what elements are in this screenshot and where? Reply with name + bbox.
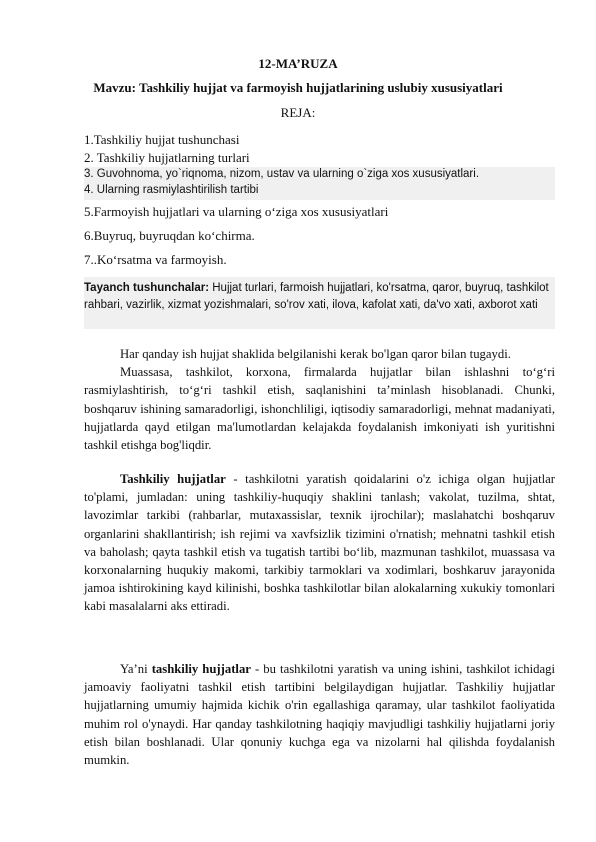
lecture-title: 12-MA’RUZA [258, 56, 338, 71]
plan-item-4: 4. Ularning rasmiylashtirilish tartibi [84, 184, 259, 196]
paragraph-3-prefix: Ya’ni [120, 662, 152, 676]
paragraph-1b-text: Muassasa, tashkilot, korxona, firmalarda hujjatlar bilan ishlashni to‘g‘ri rasmiylashtirish, to‘g‘ri tashkil etish, saqlanishini ta’minlash hisoblanadi. Chunki, boshqaruv ishining samaradorligi, ishonchliligi, iqtisodiy samaradorligi, mehnat madaniyati, hujjatlarda qayd etilgan ma'lumotlardan kelajakda foydalanish imkoniyati ish yuritishni tashkil etishga bog'liqdir. [84, 365, 555, 453]
plan-item-6: 6.Buyruq, buyruqdan ko‘chirma. [84, 228, 255, 243]
plan-item-5: 5.Farmoyish hujjatlari va ularning o‘ziga xos xususiyatlari [84, 204, 389, 219]
paragraph-1a-text: Har qanday ish hujjat shaklida belgilanishi kerak bo'lgan qaror bilan tugaydi. [120, 347, 511, 361]
paragraph-3-term: tashkiliy hujjatlar [151, 662, 251, 676]
plan-item-2: 2. Tashkiliy hujjatlarning turlari [84, 150, 250, 165]
plan-heading: REJA: [280, 105, 316, 120]
plan-item-3: 3. Guvohnoma, yo`riqnoma, nizom, ustav va ularning o`ziga xos xususiyatlari. [84, 168, 480, 180]
key-concepts-text: Hujjat turlari, farmoish hujjatlari, ko'rsatma, qaror, buyruq, tashkilot rahbari, vazirlik, xizmat yozishmalari, so'rov xati, ilova, kafolat xati, da'vo xati, axborot xati [84, 282, 549, 311]
plan-item-7: 7..Ko‘rsatma va farmoyish. [84, 252, 227, 267]
paragraph-3-text: - bu tashkilotni yaratish va uning ishini, tashkilot ichidagi jamoaviy faoliyatni tashkil etish tartibini belgilaydigan hujjatlar. Tashkiliy hujjatlar hujjatlarning umumiy hajmida kichik o'rin egallashiga qaramay, ular tashkilot faoliyatida muhim rol o'ynaydi. Har qanday tashkilotning haqiqiy mavjudligi tashkiliy hujjatlarni joriy etish bilan boshlanadi. Ular qonuniy kuchga ega va nizolarni hal qilishda foydalanish mumkin. [84, 662, 555, 768]
paragraph-2-term: Tashkiliy hujjatlar [120, 472, 226, 486]
paragraph-2 [84, 470, 555, 616]
key-concepts [84, 280, 555, 314]
key-concepts-label: Tayanch tushunchalar: [84, 282, 210, 294]
paragraph-2-text: - tashkilotni yaratish qoidalarini o'z ichiga olgan hujjatlar to'plami, jumladan: uning tashkiliy-huquqiy shaklini tanlash; vakolat, tuzilma, shtat, lavozimlar tarkibi (rahbarlar, mutaxassislar, texnik ijrochilar); maslahatchi boshqaruv organlarini shakllantirish; ish rejimi va xavfsizlik tizimini o'rnatish; mehnatni tashkil etish va baholash; qayta tashkil etish va tugatish tartibi bo‘lib, mazmunan tashkilot, muassasa va korxonalarning huqukiy makomi, tarkibiy tarmoklari va xodimlari, boshkaruv jarayonida jamoa ishtirokining kayd kilinishi, boshka tashkilotlar bilan alokalarning xukukiy tomonlari kabi masalalarni aks ettiradi. [84, 472, 555, 614]
paragraph-1 [84, 345, 555, 454]
lecture-topic: Mavzu: Tashkiliy hujjat va farmoyish hujjatlarining uslubiy xususiyatlari [93, 80, 503, 95]
paragraph-3 [84, 660, 555, 769]
plan-item-1: 1.Tashkiliy hujjat tushunchasi [84, 132, 240, 147]
